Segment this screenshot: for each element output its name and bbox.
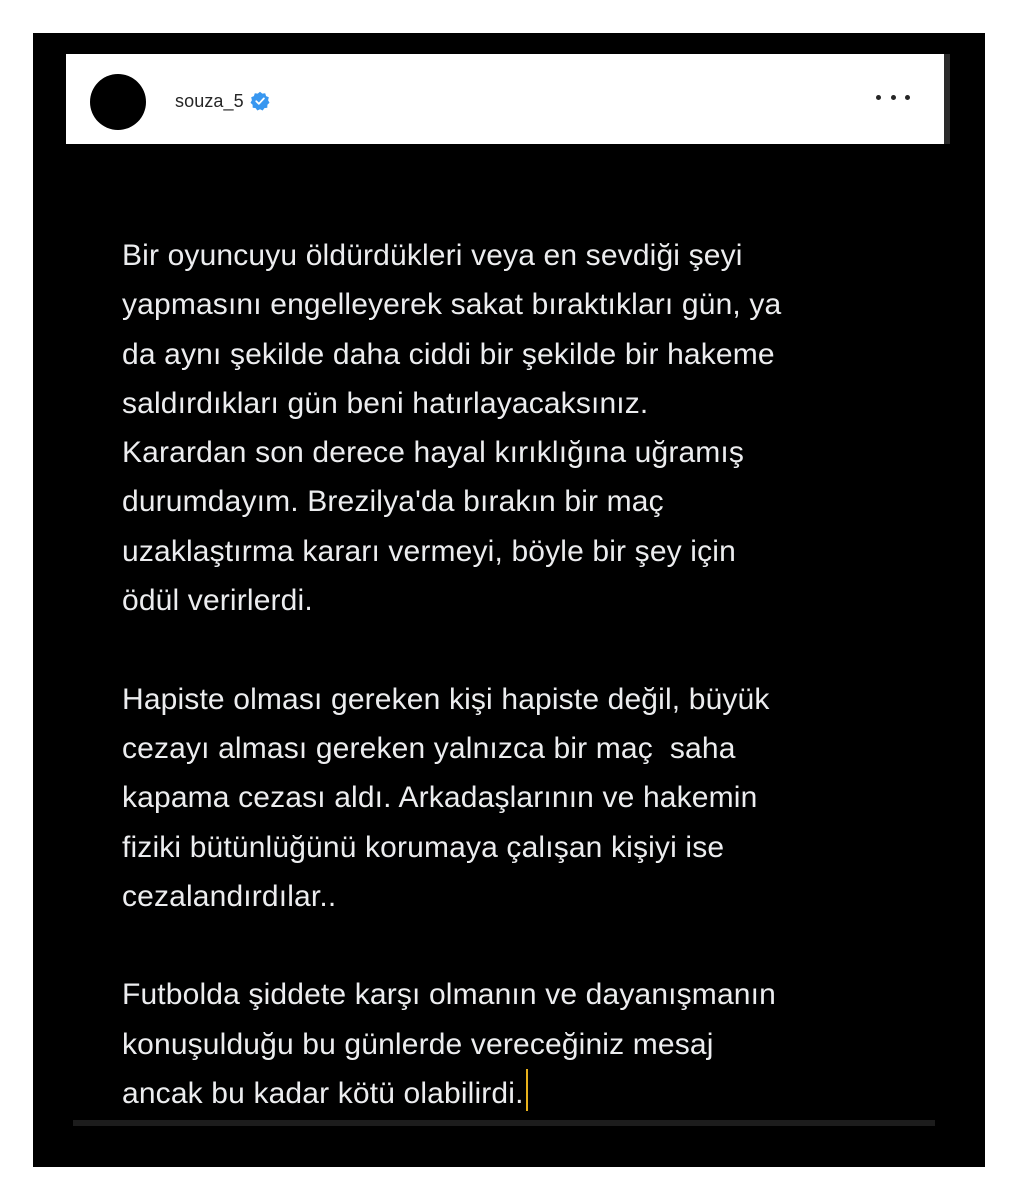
caption-line: kapama cezası aldı. Arkadaşlarının ve hakemin xyxy=(122,781,758,815)
username-row xyxy=(175,88,270,114)
more-dot xyxy=(876,95,881,100)
post-caption xyxy=(122,231,922,1118)
post-screenshot-frame xyxy=(33,33,985,1167)
header-edge xyxy=(944,54,950,144)
caption-line: cezayı alması gereken yalnızca bir maç saha xyxy=(122,731,736,765)
caption-line: ödül verirlerdi. xyxy=(122,584,313,618)
caption-line: yapmasını engelleyerek sakat bıraktıkları gün, ya xyxy=(122,288,782,322)
caption-line-text: ancak bu kadar kötü olabilirdi. xyxy=(122,1077,524,1111)
caption-paragraph xyxy=(122,231,922,625)
text-caret xyxy=(526,1069,528,1111)
username-link[interactable]: souza_5 xyxy=(175,90,244,111)
caption-line: Karardan son derece hayal kırıklığına uğramış xyxy=(122,436,745,470)
caption-line: Futbolda şiddete karşı olmanın ve dayanışmanın xyxy=(122,978,776,1012)
caption-line: konuşulduğu bu günlerde vereceğiniz mesaj xyxy=(122,1027,714,1061)
bottom-divider xyxy=(73,1120,935,1126)
verified-badge-icon xyxy=(250,91,270,111)
more-dot xyxy=(891,95,896,100)
post-header xyxy=(66,54,944,144)
caption-paragraph xyxy=(122,675,922,921)
caption-line: uzaklaştırma kararı vermeyi, böyle bir şey için xyxy=(122,534,736,568)
caption-line: saldırdıkları gün beni hatırlayacaksınız. xyxy=(122,386,649,420)
caption-line: fiziki bütünlüğünü korumaya çalışan kişiyi ise xyxy=(122,830,725,864)
avatar[interactable] xyxy=(90,74,146,130)
caption-line: Bir oyuncuyu öldürdükleri veya en sevdiği şeyi xyxy=(122,239,743,272)
caption-line: Hapiste olması gereken kişi hapiste değil, büyük xyxy=(122,682,770,716)
more-dot xyxy=(905,95,910,100)
caption-line: cezalandırdılar.. xyxy=(122,879,337,913)
caption-line: da aynı şekilde daha ciddi bir şekilde bir hakeme xyxy=(122,337,775,371)
caption-line: durumdayım. Brezilya'da bırakın bir maç xyxy=(122,485,664,519)
caption-line-last xyxy=(122,1069,922,1118)
caption-paragraph xyxy=(122,970,922,1118)
more-options-icon[interactable] xyxy=(876,84,910,110)
